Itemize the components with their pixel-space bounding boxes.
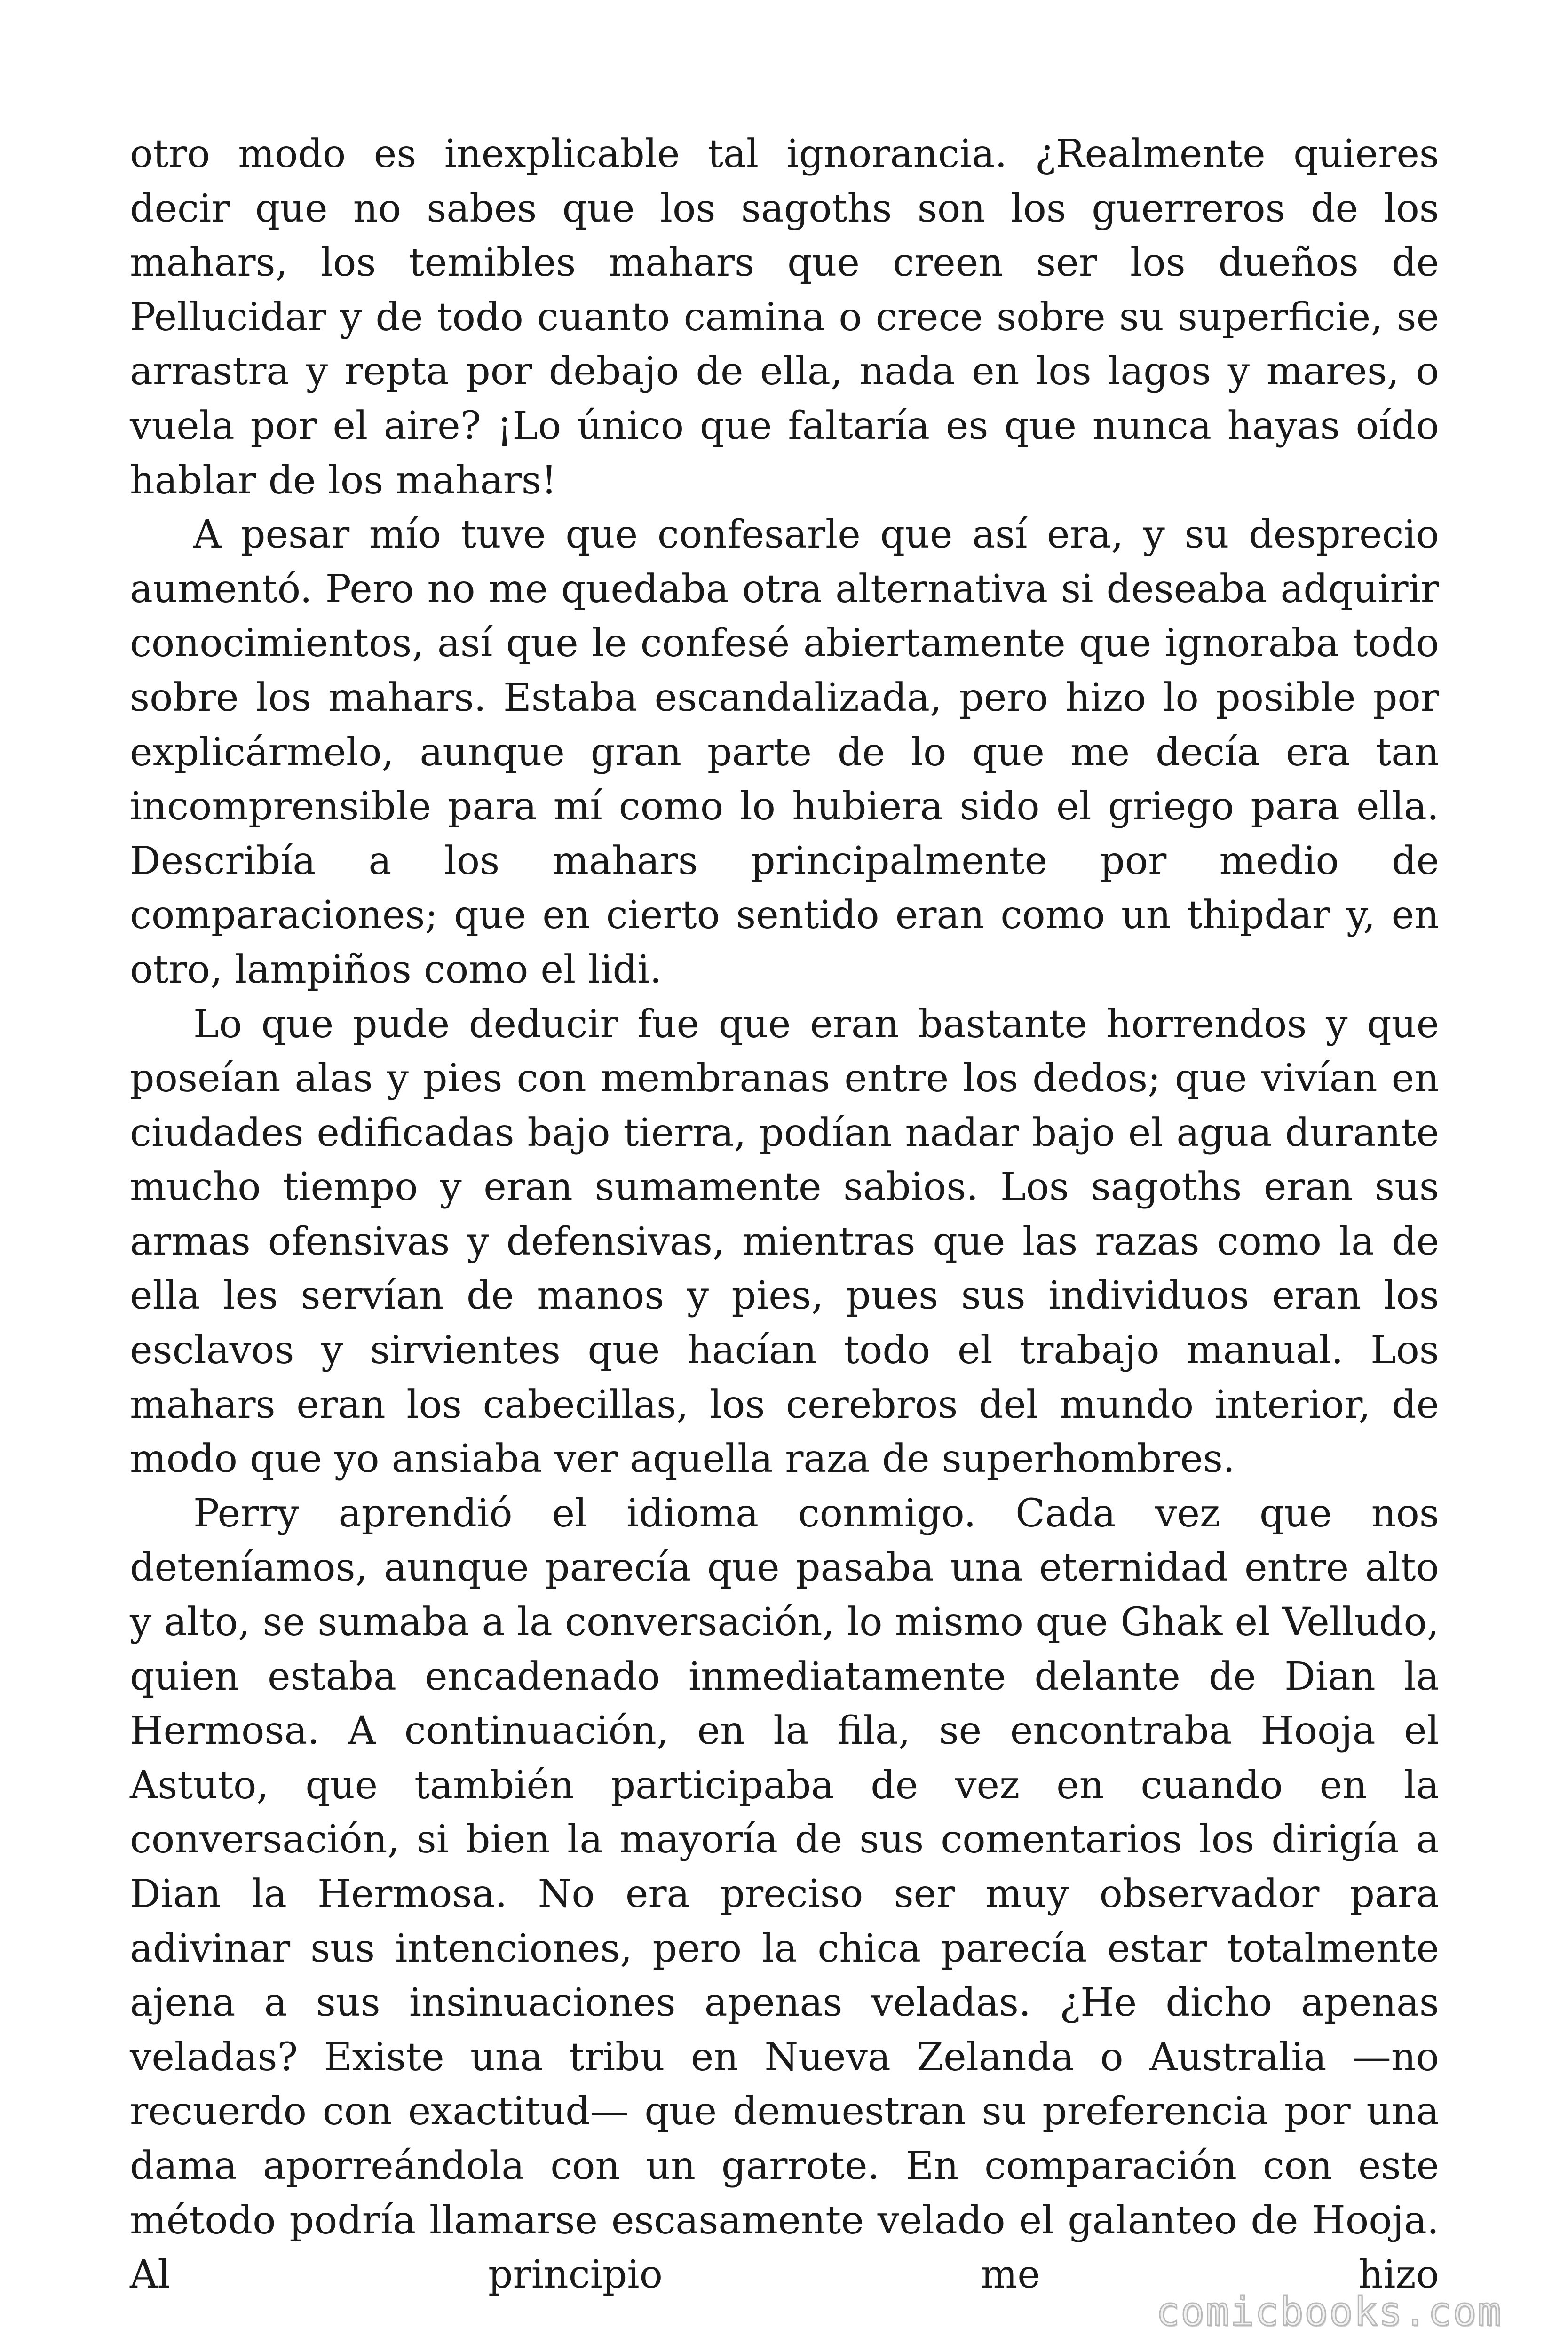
- body-text: [130, 127, 1439, 2302]
- paragraph-2: A pesar mío tuve que confesarle que así era, y su desprecio aumentó. Pero no me quedaba otra alternativa si deseaba adquirir conocimientos, así que le confesé abiertamente que ignoraba todo sobre los mahars. Estaba escandalizada, pero hizo lo posible por explicármelo, aunque gran parte de lo que me decía era tan incomprensible para mí como lo hubiera sido el griego para ella. Describía a los mahars principalmente por medio de comparaciones; que en cierto sentido eran como un thipdar y, en otro, lampiños como el lidi.: [130, 512, 1439, 992]
- paragraph-4: Perry aprendió el idioma conmigo. Cada vez que nos deteníamos, aunque parecía que pasaba una eternidad entre alto y alto, se sumaba a la conversación, lo mismo que Ghak el Velludo, quien estaba encadenado inmediatamente delante de Dian la Hermosa. A continuación, en la fila, se encontraba Hooja el Astuto, que también participaba de vez en cuando en la conversación, si bien la mayoría de sus comentarios los dirigía a Dian la Hermosa. No era preciso ser muy observador para adivinar sus intenciones, pero la chica parecía estar totalmente ajena a sus insinuaciones apenas veladas. ¿He dicho apenas veladas? Existe una tribu en Nueva Zelanda o Australia —no recuerdo con exactitud— que demuestran su preferencia por una dama aporreándola con un garrote. En comparación con este método podría llamarse escasamente velado el galanteo de Hooja. Al principio me hizo: [130, 1491, 1439, 2297]
- paragraph-1: otro modo es inexplicable tal ignorancia. ¿Realmente quieres decir que no sabes que los sagoths son los guerreros de los mahars, los temibles mahars que creen ser los dueños de Pellucidar y de todo cuanto camina o crece sobre su superficie, se arrastra y repta por debajo de ella, nada en los lagos y mares, o vuela por el aire? ¡Lo único que faltaría es que nunca hayas oído hablar de los mahars!: [130, 132, 1439, 503]
- paragraph-3: Lo que pude deducir fue que eran bastante horrendos y que poseían alas y pies con membranas entre los dedos; que vivían en ciudades edificadas bajo tierra, podían nadar bajo el agua durante mucho tiempo y eran sumamente sabios. Los sagoths eran sus armas ofensivas y defensivas, mientras que las razas como la de ella les servían de manos y pies, pues sus individuos eran los esclavos y sirvientes que hacían todo el trabajo manual. Los mahars eran los cabecillas, los cerebros del mundo interior, de modo que yo ansiaba ver aquella raza de superhombres.: [130, 1001, 1439, 1482]
- site-watermark: comicbooks.com: [1156, 2288, 1502, 2335]
